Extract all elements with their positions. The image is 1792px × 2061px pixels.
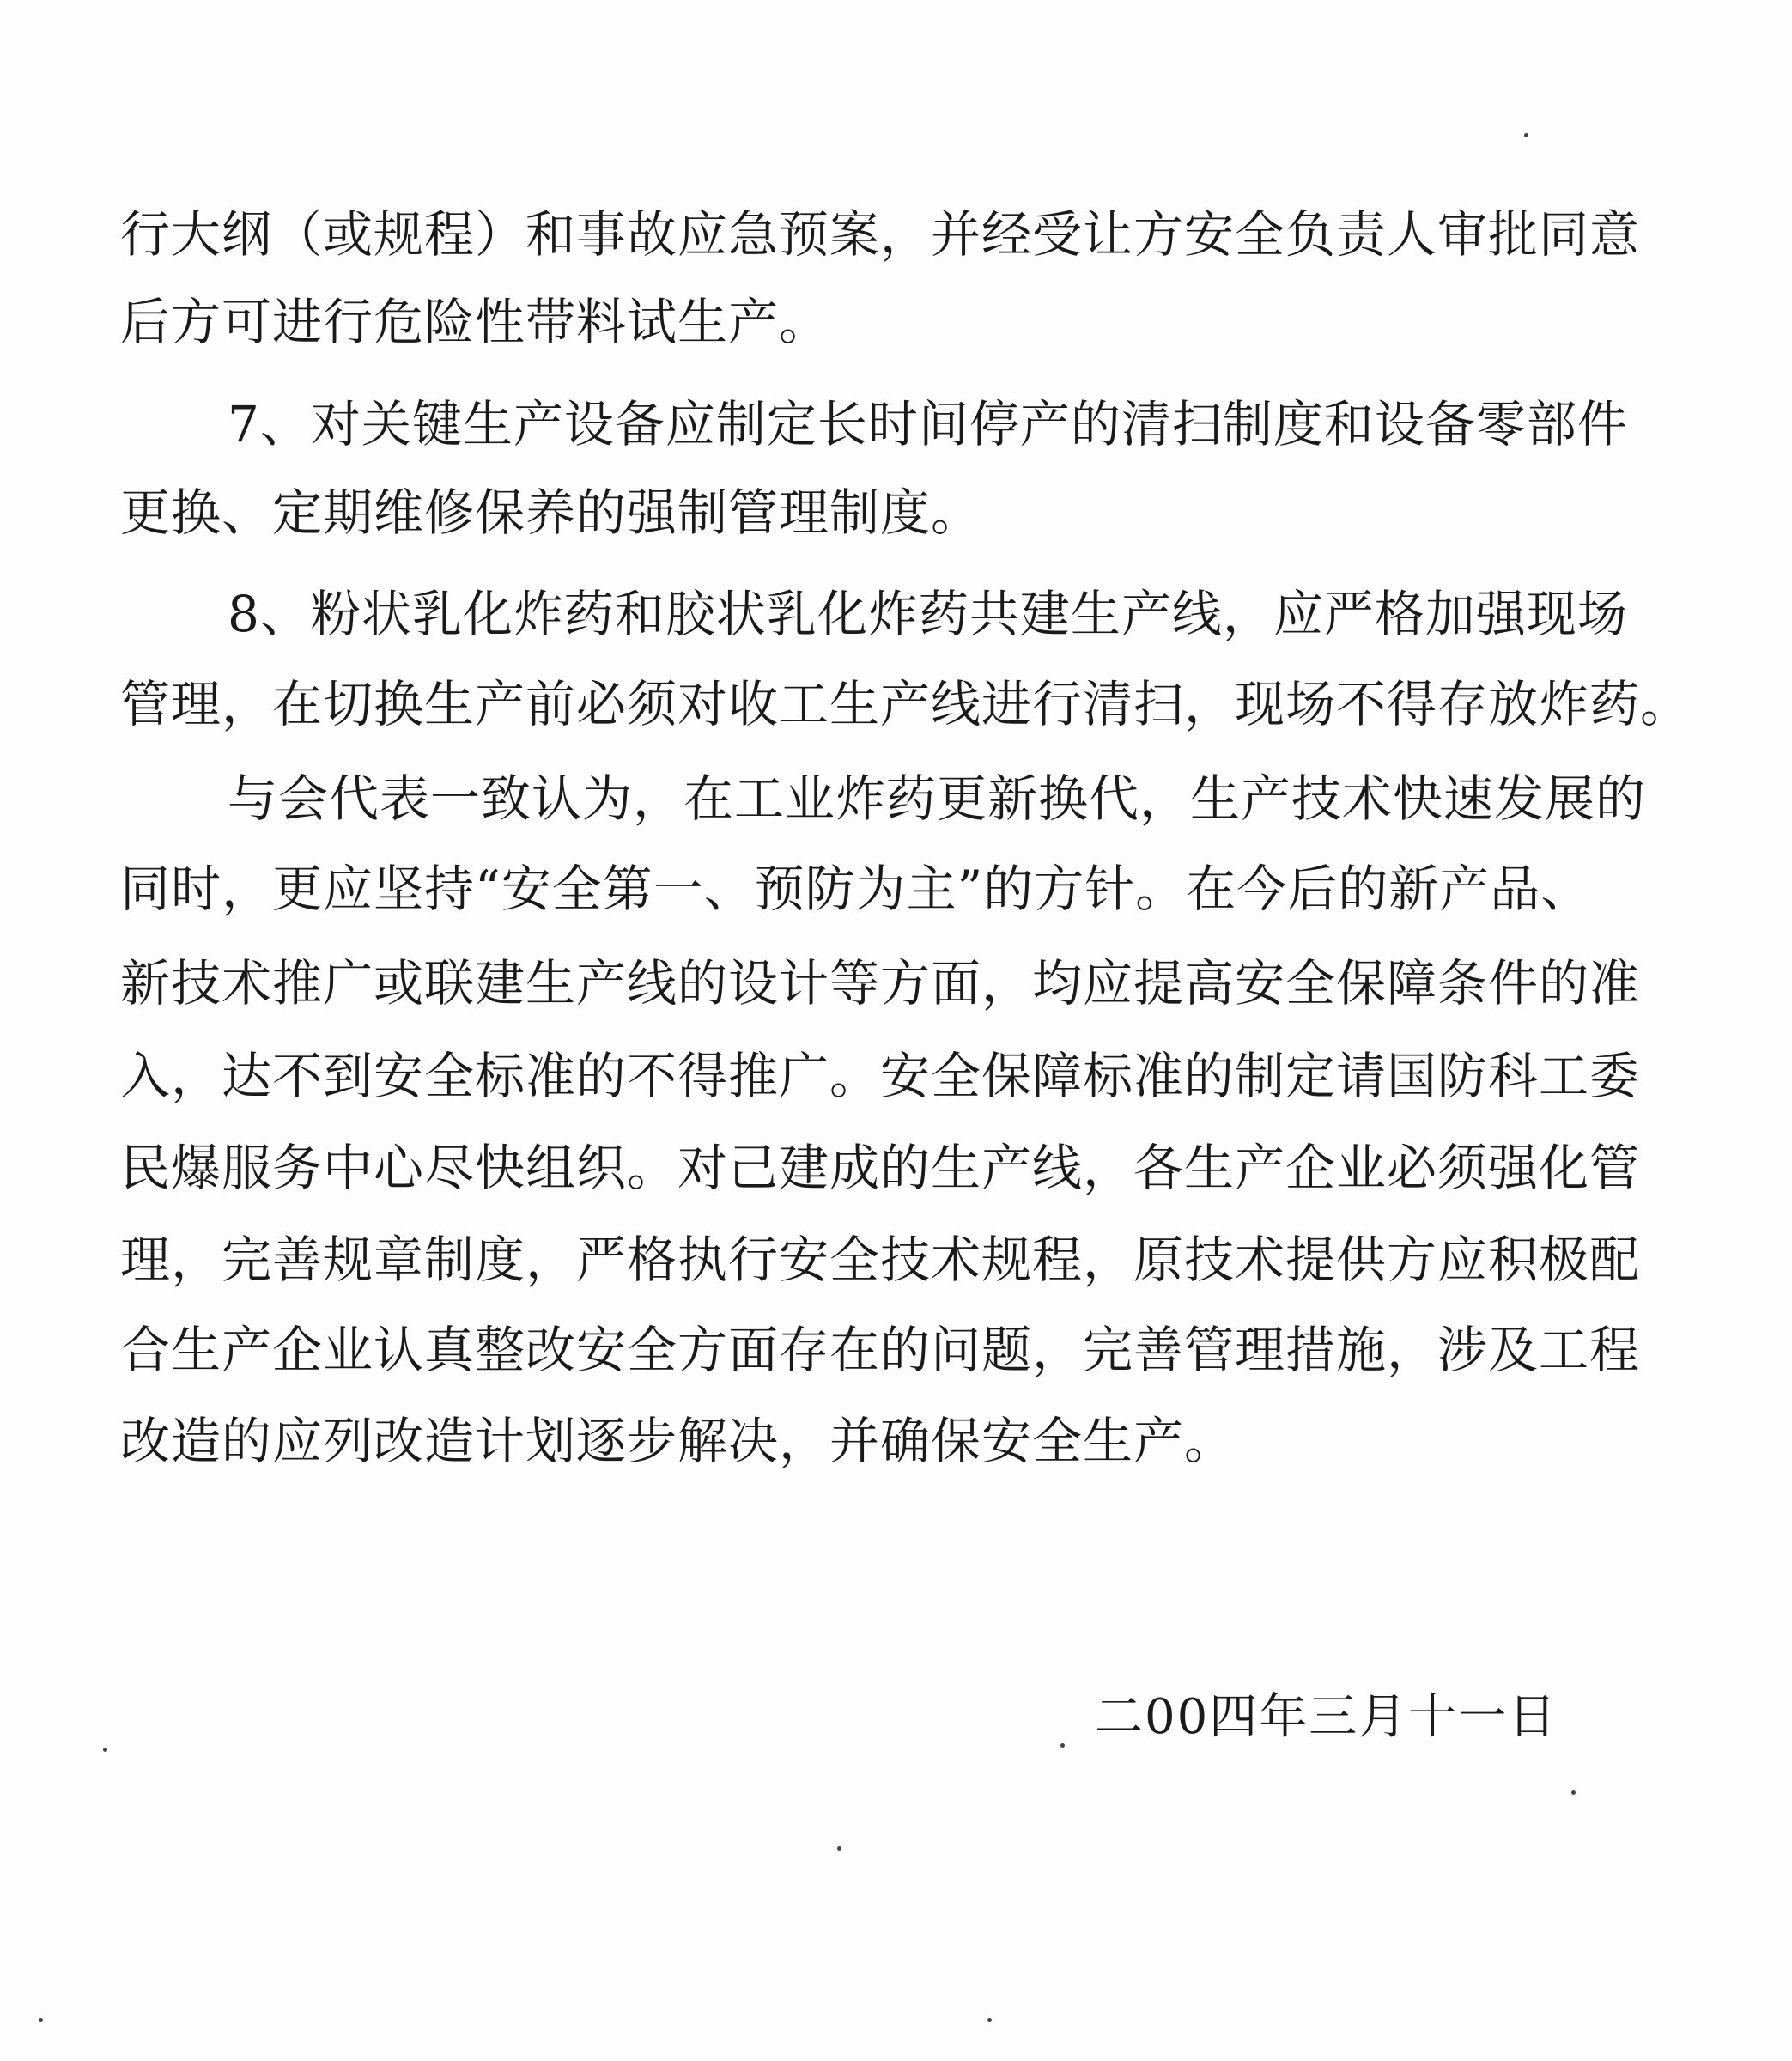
text-line-3: 7、对关键生产设备应制定长时间停产的清扫制度和设备零部件 [228,395,1628,453]
scan-speck [1524,133,1528,137]
text-line-8: 同时，更应坚持“安全第一、预防为主”的方针。在今后的新产品、 [120,860,1592,918]
scan-speck [987,2018,992,2022]
text-line-10: 入，达不到安全标准的不得推广。安全保障标准的制定请国防科工委 [120,1047,1641,1105]
text-line-1: 行大纲（或规程）和事故应急预案，并经受让方安全负责人审批同意 [120,205,1641,264]
scan-speck [1060,1743,1065,1748]
text-line-11: 民爆服务中心尽快组织。对己建成的生产线，各生产企业必须强化管 [120,1139,1641,1197]
scan-speck [103,1748,107,1752]
text-line-9: 新技术推广或联建生产线的设计等方面，均应提高安全保障条件的准 [120,954,1641,1012]
text-line-13: 合生产企业认真整改安全方面存在的问题，完善管理措施，涉及工程 [120,1321,1641,1379]
text-line-14: 改造的应列改造计划逐步解决，并确保安全生产。 [120,1412,1236,1470]
text-line-5: 8、粉状乳化炸药和胶状乳化炸药共建生产线，应严格加强现场 [228,585,1628,643]
scan-speck [1571,1790,1576,1795]
text-line-6: 管理，在切换生产前必须对收工生产线进行清扫，现场不得存放炸药。 [120,675,1692,733]
scan-speck [837,1846,841,1851]
scan-speck [39,2018,43,2022]
text-line-4: 更换、定期维修保养的强制管理制度。 [120,483,982,542]
text-line-2: 后方可进行危险性带料试生产。 [120,293,830,351]
document-date: 二00四年三月十一日 [1095,1689,1558,1745]
text-line-7: 与会代表一致认为，在工业炸药更新换代，生产技术快速发展的 [228,769,1647,828]
text-line-12: 理，完善规章制度，严格执行安全技术规程，原技术提供方应积极配 [120,1231,1641,1289]
